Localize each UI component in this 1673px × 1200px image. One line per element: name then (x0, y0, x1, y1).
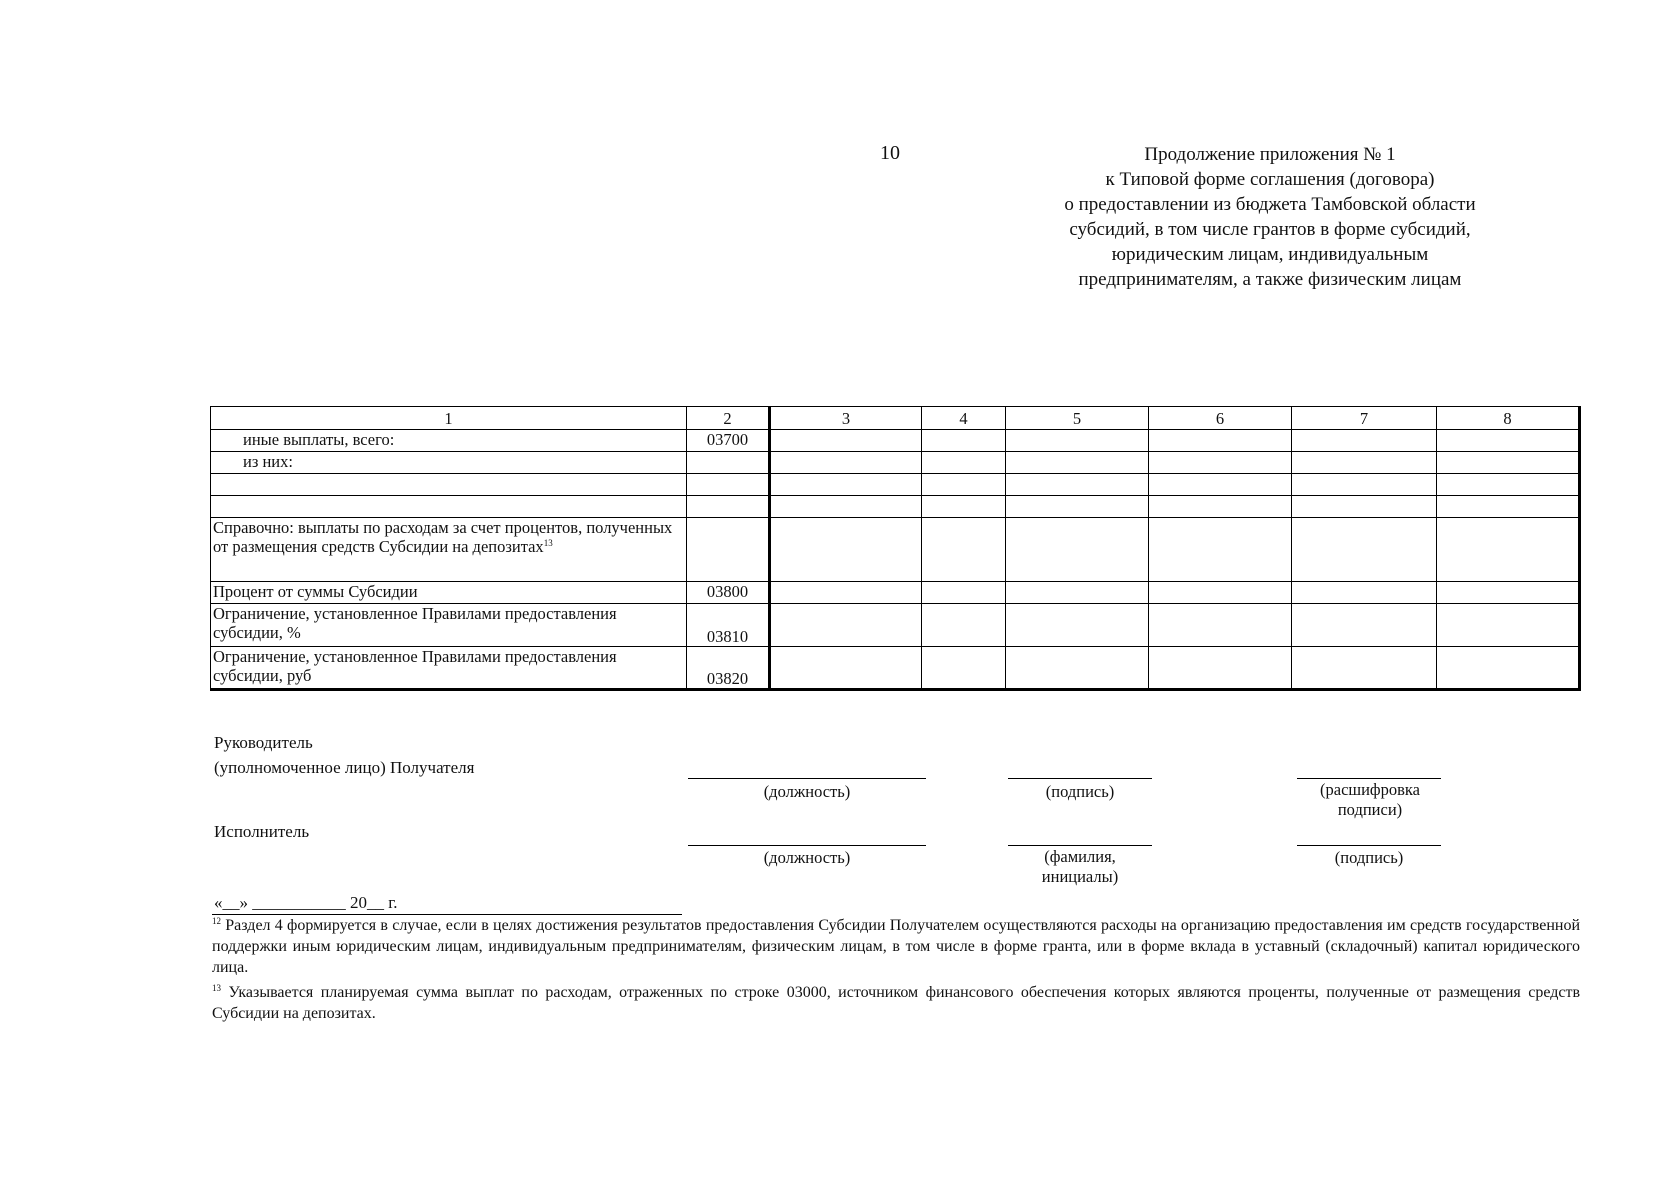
table-row (211, 604, 1580, 647)
row-code (687, 496, 770, 518)
signature-line (688, 845, 926, 846)
table-row (211, 430, 1580, 452)
position-caption: (должность) (763, 848, 851, 867)
row-code (687, 474, 770, 496)
row-label: Процент от суммы Субсидии (211, 582, 687, 604)
row-code: 03800 (687, 582, 770, 604)
signature-line (1297, 845, 1441, 846)
row-label: иные выплаты, всего: (211, 430, 687, 452)
column-number: 4 (922, 407, 1006, 430)
row-code (687, 452, 770, 474)
column-number: 8 (1437, 407, 1580, 430)
column-number: 6 (1149, 407, 1292, 430)
table-row (211, 582, 1580, 604)
header-line: к Типовой форме соглашения (договора) (1105, 169, 1435, 190)
name-caption-line: инициалы) (1041, 867, 1119, 886)
table-row (211, 496, 1580, 518)
row-label-cell (211, 518, 687, 582)
footnote-text: Указывается планируемая сумма выплат по расходам, отраженных по строке 03000, источником финансового обеспечения которых являются проценты, полученные от размещения средств Субсидии на депозитах. (212, 984, 1581, 1022)
payments-table (210, 406, 1581, 691)
row-label (211, 474, 687, 496)
head-label-2: (уполномоченное лицо) Получателя (214, 758, 475, 777)
signature-line (1297, 778, 1441, 779)
footnote-number: 12 (212, 916, 221, 926)
signature-line (1008, 845, 1152, 846)
footnote (212, 982, 1580, 1024)
footnotes (212, 915, 1580, 1028)
signature-caption: (подпись) (1045, 782, 1115, 801)
head-label: Руководитель (214, 733, 313, 752)
header-line: предпринимателям, а также физическим лицам (1078, 269, 1462, 290)
header-line: о предоставлении из бюджета Тамбовской области (1064, 194, 1476, 215)
row-code: 03700 (687, 430, 770, 452)
name-caption (1000, 847, 1160, 887)
table-row (211, 647, 1580, 690)
row-code (687, 518, 770, 582)
column-number: 7 (1292, 407, 1437, 430)
footnote (212, 915, 1580, 978)
table-row (211, 474, 1580, 496)
column-number: 2 (687, 407, 770, 430)
name-caption-line: (фамилия, (1044, 847, 1116, 866)
column-number: 5 (1006, 407, 1149, 430)
signature-line (1008, 778, 1152, 779)
row-code: 03810 (687, 604, 770, 647)
decoding-caption-line: (расшифровка (1320, 780, 1420, 799)
header-line: Продолжение приложения № 1 (1144, 144, 1396, 165)
appendix-header (1040, 142, 1500, 292)
signature-line (688, 778, 926, 779)
page-number: 10 (880, 142, 900, 164)
decoding-caption-line: подписи) (1337, 800, 1403, 819)
footnote-text: Раздел 4 формируется в случае, если в целях достижения результатов предоставления Субсидии Получателем осуществляются расходы на организацию предоставления им средств государственной поддержки иным юридическим лицам, индивидуальным предпринимателям, физическим лицам, в том числе в форме гранта, или в форме вклада в уставный (складочный) капитал юридического лица. (212, 917, 1581, 976)
footnote-number: 13 (212, 983, 221, 993)
executor-label: Исполнитель (214, 822, 310, 841)
header-line: субсидий, в том числе грантов в форме субсидий, (1069, 219, 1471, 240)
column-number: 1 (211, 407, 687, 430)
signature-caption: (подпись) (1334, 848, 1404, 867)
row-label: из них: (211, 452, 687, 474)
row-label: Справочно: выплаты по расходам за счет процентов, полученных от размещения средств Субсидии на депозитах (213, 518, 673, 556)
row-label: Ограничение, установленное Правилами предоставления субсидии, руб (211, 647, 687, 690)
column-number-row (211, 407, 1580, 430)
decoding-caption (1280, 780, 1460, 820)
header-line: юридическим лицам, индивидуальным (1111, 244, 1429, 265)
table-row (211, 518, 1580, 582)
position-caption: (должность) (763, 782, 851, 801)
row-code: 03820 (687, 647, 770, 690)
column-number: 3 (770, 407, 922, 430)
row-label: Ограничение, установленное Правилами предоставления субсидии, % (211, 604, 687, 647)
footnote-ref: 13 (543, 538, 553, 548)
row-label (211, 496, 687, 518)
table-row (211, 452, 1580, 474)
date-line: «__» ___________ 20__ г. (214, 893, 398, 912)
